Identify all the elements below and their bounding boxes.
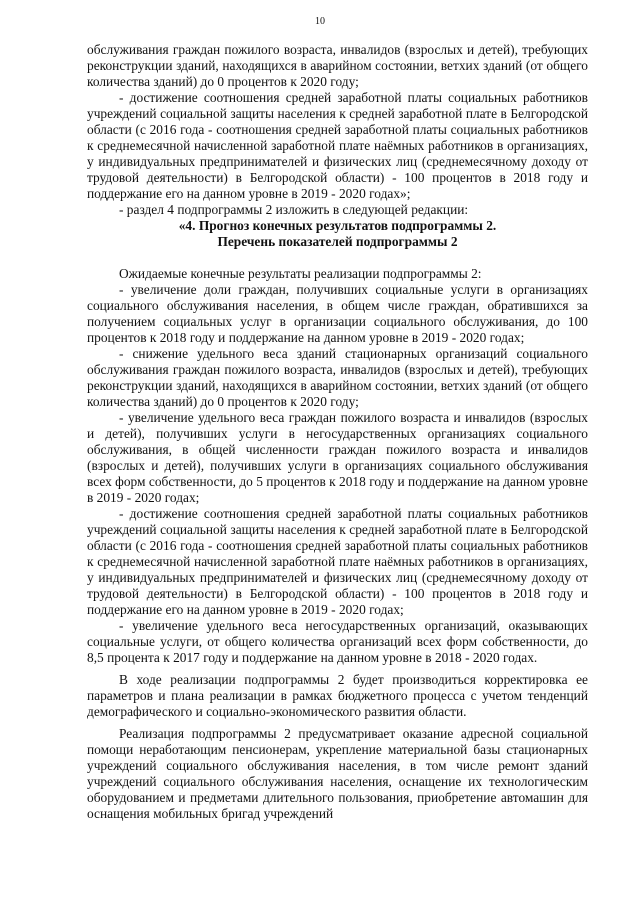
section-heading-line-1: «4. Прогноз конечных результатов подпрограммы 2.	[178, 218, 497, 233]
paragraph: В ходе реализации подпрограммы 2 будет производиться корректировка ее параметров и плана реализации в рамках бюджетного процесса с учетом тенденций демографического и социально-экономического развития области.	[87, 672, 588, 719]
paragraph: Ожидаемые конечные результаты реализации подпрограммы 2:	[119, 266, 482, 281]
page-number: 10	[315, 16, 325, 27]
paragraph: - раздел 4 подпрограммы 2 изложить в следующей редакции:	[119, 202, 469, 217]
section-heading-line-2: Перечень показателей подпрограммы 2	[217, 234, 458, 249]
paragraph: - снижение удельного веса зданий стационарных организаций социального обслуживания граждан пожилого возраста, инвалидов (взрослых и детей), требующих реконструкции зданий, находящихся в аварийном состоянии, ветхих зданий (от общего количества зданий) до 0 процентов к 2020 году;	[87, 346, 588, 409]
paragraph: - достижение соотношения средней заработной платы социальных работников учреждений социальной защиты населения к средней заработной плате в Белгородской области (с 2016 года - соотношения средней заработной платы социальных работников к среднемесячной начисленной заработной плате наёмных работников в организациях, у индивидуальных предпринимателей и физических лиц (среднемесячному доходу от трудовой деятельности) в Белгородской области) - 100 процентов в 2018 году и поддержание его на данном уровне в 2019 - 2020 годах»;	[87, 90, 588, 201]
paragraph: - увеличение доли граждан, получивших социальные услуги в организациях социального обслуживания населения, в общем числе граждан, обратившихся за получением социальных услуг в организации социального обслуживания, до 100 процентов к 2018 году и поддержание на данном уровне в 2019 - 2020 годах;	[87, 282, 588, 345]
spacer	[87, 250, 588, 266]
paragraph: обслуживания граждан пожилого возраста, инвалидов (взрослых и детей), требующих реконструкции зданий, находящихся в аварийном состоянии, ветхих зданий (от общего количества зданий) до 0 процентов к 2020 году;	[87, 42, 588, 89]
paragraph: Реализация подпрограммы 2 предусматривает оказание адресной социальной помощи неработающим пенсионерам, укрепление материальной базы стационарных учреждений социального обслуживания населения, в том числе ремонт зданий учреждений социального обслуживания населения, оснащение их технологическим оборудованием и предметами длительного пользования, приобретение автомашин для оснащения мобильных бригад учреждений	[87, 726, 588, 821]
paragraph: - увеличение удельного веса негосударственных организаций, оказывающих социальные услуги, от общего количества организаций всех форм собственности, до 8,5 процента к 2017 году и поддержание на данном уровне в 2018 - 2020 годах.	[87, 618, 588, 665]
paragraph: - достижение соотношения средней заработной платы социальных работников учреждений социальной защиты населения к средней заработной плате в Белгородской области (с 2016 года - соотношения средней заработной платы социальных работников к среднемесячной начисленной заработной плате наёмных работников в организациях, у индивидуальных предпринимателей и физических лиц (среднемесячному доходу от трудовой деятельности) в Белгородской области) - 100 процентов в 2018 году и поддержание его на данном уровне в 2019 - 2020 годах;	[87, 506, 588, 617]
paragraph: - увеличение удельного веса граждан пожилого возраста и инвалидов (взрослых и детей), получивших услуги в негосударственных организациях социального обслуживания, в общей численности граждан пожилого возраста и инвалидов (взрослых и детей), получивших услуги в организациях социального обслуживания всех форм собственности, до 5 процентов к 2018 году и поддержание на данном уровне в 2019 - 2020 годах;	[87, 410, 588, 505]
body-text	[87, 42, 588, 822]
